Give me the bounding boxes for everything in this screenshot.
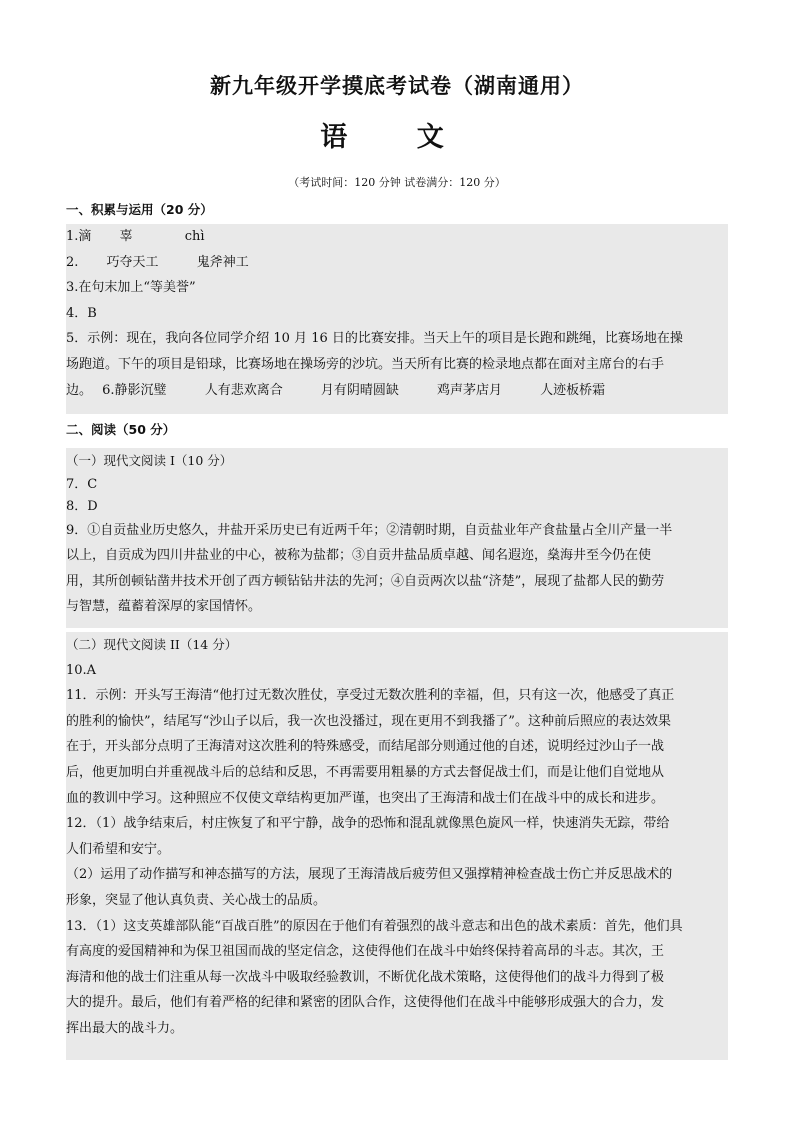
subsection-heading-2a: （一）现代文阅读 I（10 分） [66, 453, 233, 468]
answer-line-12c: （2）运用了动作描写和神态描写的方法，展现了王海清战后疲劳但又强撑精神检查战士伤亡并反思战术的 [66, 867, 673, 883]
answer-line-1: 1.滴 辜 chì [66, 229, 205, 244]
answer-line-13a: 13．（1）这支英雄部队能“百战百胜”的原因在于他们有着强烈的战斗意志和出色的战术素质：首先，他们具 [66, 918, 683, 934]
answer-line-11d: 后，他更加明白并重视战斗后的总结和反思，不再需要用粗暴的方式去督促战士们，而是让他们自觉地从 [66, 764, 665, 780]
answer-line-5a: 5．示例：现在，我向各位同学介绍 10 月 16 日的比赛安排。当天上午的项目是长跑和跳绳，比赛场地在操 [66, 331, 683, 347]
answer-line-13e: 挥出最大的战斗力。 [66, 1020, 184, 1036]
answer-line-13d: 大的提升。最后，他们有着严格的纪律和紧密的团队合作，这使得他们在战斗中能够形成强大的合力，发 [66, 995, 665, 1011]
answer-line-11e: 血的教训中学习。这种照应不仅使文章结构更加严谨，也突出了王海清和战士们在战斗中的成长和进步。 [66, 790, 665, 806]
answer-block-2b [66, 632, 728, 1060]
answer-line-7: 7．C [66, 476, 98, 492]
answer-line-12b: 人们希望和安宁。 [66, 841, 171, 857]
answer-line-5b: 场跑道。下午的项目是铅球，比赛场地在操场旁的沙坑。当天所有比赛的检录地点都在面对主席台的右手 [66, 356, 665, 372]
subsection-heading-2b: （二）现代文阅读 II（14 分） [66, 637, 238, 652]
section-heading-2: 二、阅读（50 分） [66, 422, 176, 437]
answer-line-12d: 形象，突显了他认真负责、关心战士的品质。 [66, 892, 327, 908]
exam-meta: （考试时间：120 分钟 试卷满分：120 分） [288, 176, 506, 189]
answer-line-9d: 与智慧，蕴蓄着深厚的家国情怀。 [66, 599, 262, 615]
page-title: 新九年级开学摸底考试卷（湖南通用） [210, 74, 584, 98]
answer-line-11a: 11．示例：开头写王海清“他打过无数次胜仗，享受过无数次胜利的幸福，但，只有这一次，他感受了真正 [66, 688, 675, 704]
answer-block-2a [66, 448, 728, 628]
answer-line-11b: 的胜利的愉快”，结尾写“沙山子以后，我一次也没播过，现在更用不到我播了”。这种前后照应的表达效果 [66, 713, 671, 729]
answer-line-9b: 以上，自贡成为四川井盐业的中心，被称为盐都；③自贡井盐品质卓越、闻名遐迩，燊海井至今仍在使 [66, 548, 652, 564]
answer-line-9a: 9．①自贡盐业历史悠久，井盐开采历史已有近两千年；②清朝时期，自贡盐业年产食盐量占全川产量一半 [66, 522, 673, 538]
answer-line-3: 3.在句末加上“等美誉” [66, 280, 196, 296]
answer-line-13c: 海清和他的战士们注重从每一次战斗中吸取经验教训，不断优化战术策略，这使得他们的战斗力得到了极 [66, 969, 665, 985]
answer-line-8: 8．D [66, 498, 98, 514]
answer-line-12a: 12．（1）战争结束后，村庄恢复了和平宁静，战争的恐怖和混乱就像黑色旋风一样，快速消失无踪，带给 [66, 816, 670, 832]
subject-title: 语 文 [320, 122, 474, 153]
answer-line-4: 4．B [66, 305, 97, 321]
answer-line-13b: 有高度的爱国精神和为保卫祖国而战的坚定信念，这使得他们在战斗中始终保持着高昂的斗志。其次，王 [66, 944, 665, 960]
answer-line-11c: 在于，开头部分点明了王海清对这次胜利的特殊感受，而结尾部分则通过他的自述，说明经过沙山子一战 [66, 739, 665, 755]
answer-line-10: 10.A [66, 662, 97, 678]
answer-line-5c-6: 边。 6.静影沉璧 人有悲欢离合 月有阴晴圆缺 鸡声茅店月 人迹板桥霜 [66, 382, 606, 398]
answer-block-1 [66, 224, 728, 414]
section-heading-1: 一、积累与运用（20 分） [66, 202, 213, 217]
answer-line-2: 2. 巧夺天工 鬼斧神工 [66, 254, 249, 270]
answer-line-9c: 用，其所创顿钻凿井技术开创了西方顿钻钻井法的先河；④自贡两次以盐“济楚”，展现了盐都人民的勤劳 [66, 573, 665, 589]
